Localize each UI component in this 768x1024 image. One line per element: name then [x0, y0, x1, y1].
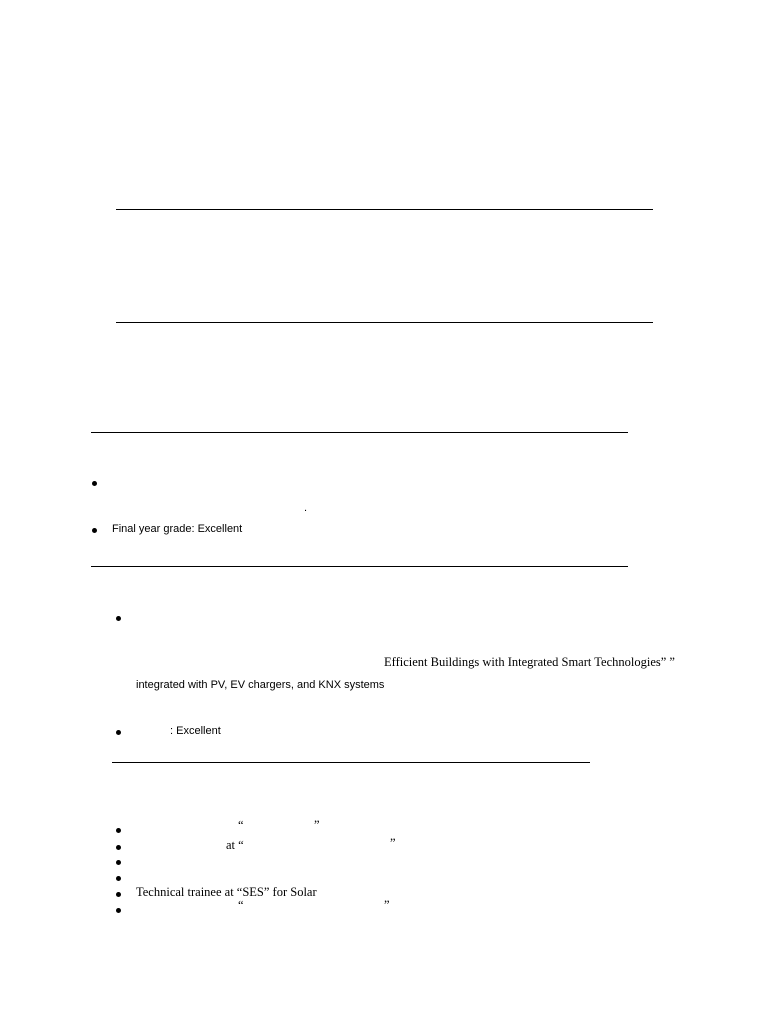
bullet-icon: [116, 845, 121, 850]
experience-6-close-quote: ”: [384, 898, 390, 912]
project-description: integrated with PV, EV chargers, and KNX systems: [136, 679, 385, 691]
stray-dot: .: [304, 502, 308, 514]
bullet-icon: [92, 481, 97, 486]
experience-2-close-quote: ”: [390, 836, 396, 850]
section-divider-3: [91, 432, 628, 433]
bullet-icon: [116, 828, 121, 833]
bullet-icon: [92, 528, 97, 533]
experience-1-close-quote: ”: [314, 818, 320, 832]
bullet-icon: [116, 892, 121, 897]
bullet-icon: [116, 860, 121, 865]
bullet-icon: [116, 876, 121, 881]
section-divider-1: [116, 209, 653, 210]
project-grade-fragment: : Excellent: [170, 725, 221, 737]
experience-2-prefix: at “: [226, 838, 244, 852]
section-divider-5: [112, 762, 590, 763]
section-divider-2: [116, 322, 653, 323]
bullet-icon: [116, 616, 121, 621]
project-title-fragment: Efficient Buildings with Integrated Smart Technologies” ”: [384, 655, 675, 669]
experience-5-text: Technical trainee at “SES” for Solar: [136, 885, 317, 899]
section-divider-4: [91, 566, 628, 567]
final-grade-text: Final year grade: Excellent: [112, 523, 243, 535]
bullet-icon: [116, 908, 121, 913]
experience-6-open-quote: “: [238, 898, 244, 912]
experience-1-open-quote: “: [238, 818, 244, 832]
bullet-icon: [116, 730, 121, 735]
